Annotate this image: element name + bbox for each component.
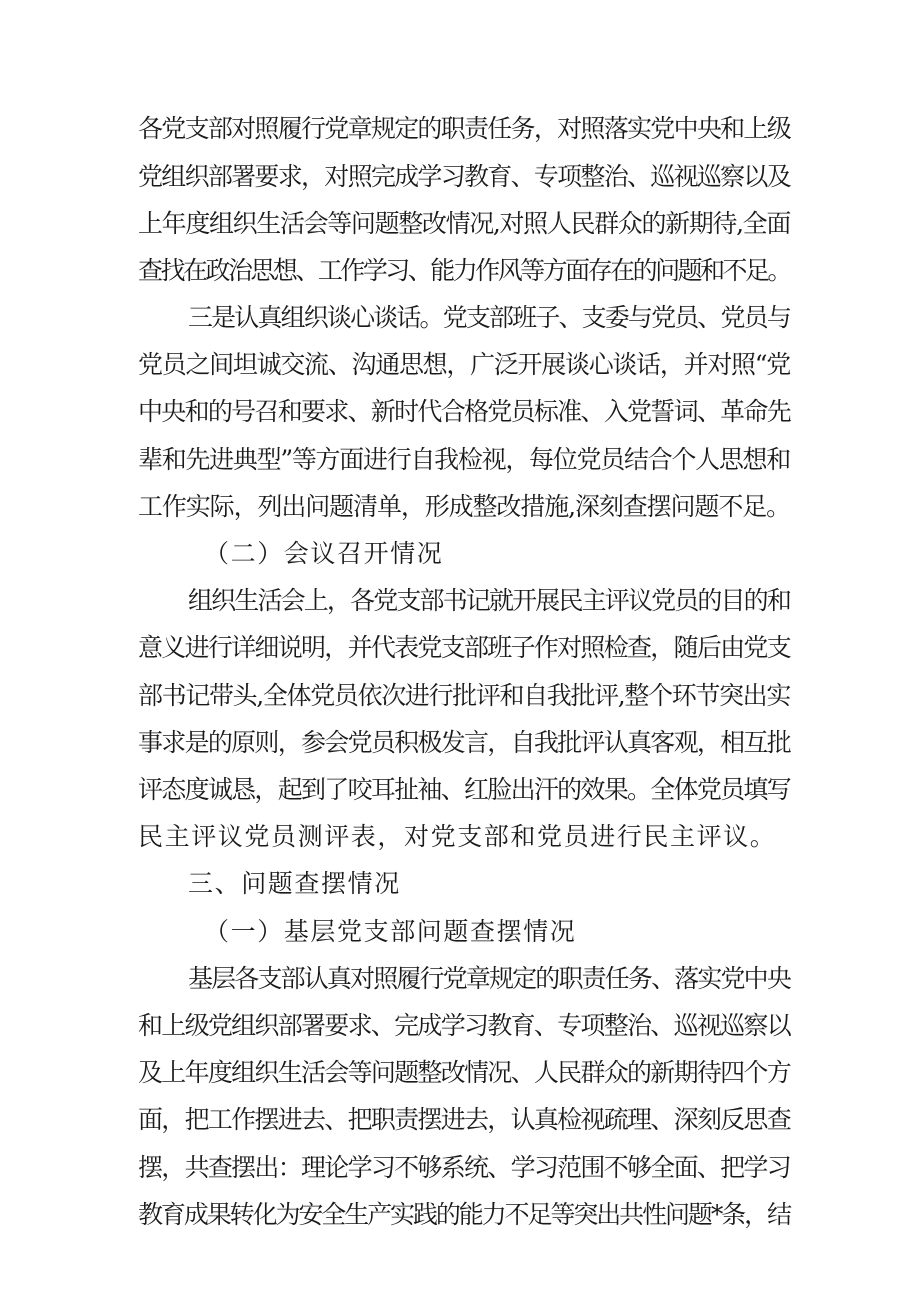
paragraph-line: 面，把工作摆进去、把职责摆进去，认真检视疏理、深刻反思查 (138, 1105, 790, 1134)
paragraph-line: 党员之间坦诚交流、沟通思想，广泛开展谈心谈话，并对照“党 (138, 350, 790, 379)
subsection-heading: （二）会议召开情况 (204, 539, 444, 568)
paragraph-line: 摆，共查摆出：理论学习不够系统、学习范围不够全面、把学习 (138, 1153, 790, 1182)
paragraph-line: 事求是的原则，参会党员积极发言，自我批评认真客观，相互批 (138, 728, 790, 757)
paragraph-line: 及上年度组织生活会等问题整改情况、人民群众的新期待四个方 (138, 1058, 790, 1087)
paragraph-first-line: 组织生活会上，各党支部书记就开展民主评议党员的目的和 (188, 586, 790, 615)
paragraph-line: 辈和先进典型”等方面进行自我检视，每位党员结合个人思想和 (138, 445, 790, 474)
paragraph-line: 和上级党组织部署要求、完成学习教育、专项整治、巡视巡察以 (138, 1011, 790, 1040)
paragraph-line: 教育成果转化为安全生产实践的能力不足等突出共性问题*条，结 (138, 1200, 790, 1229)
paragraph-line: 评态度诚恳，起到了咬耳扯袖、红脸出汗的效果。全体党员填写 (138, 775, 790, 804)
paragraph-line: 查找在政治思想、工作学习、能力作风等方面存在的问题和不足。 (138, 256, 790, 285)
subsection-heading: （一）基层党支部问题查摆情况 (204, 917, 577, 946)
paragraph-line: 意义进行详细说明，并代表党支部班子作对照检查，随后由党支 (138, 633, 790, 662)
paragraph-line: 各党支部对照履行党章规定的职责任务，对照落实党中央和上级 (138, 114, 790, 143)
paragraph-first-line: 基层各支部认真对照履行党章规定的职责任务、落实党中央 (188, 964, 790, 993)
paragraph-line: 部书记带头,全体党员依次进行批评和自我批评,整个环节突出实 (138, 681, 790, 710)
paragraph-line: 工作实际，列出问题清单，形成整改措施,深刻查摆问题不足。 (138, 492, 790, 521)
paragraph-first-line: 三是认真组织谈心谈话。党支部班子、支委与党员、党员与 (188, 303, 790, 332)
section-heading: 三、问题查摆情况 (188, 869, 401, 898)
paragraph-line: 党组织部署要求，对照完成学习教育、专项整治、巡视巡察以及 (138, 162, 790, 191)
paragraph-line: 上年度组织生活会等问题整改情况,对照人民群众的新期待,全面 (138, 209, 790, 238)
paragraph-line: 民主评议党员测评表，对党支部和党员进行民主评议。 (138, 822, 777, 851)
paragraph-line: 中央和的号召和要求、新时代合格党员标准、入党誓词、革命先 (138, 397, 790, 426)
